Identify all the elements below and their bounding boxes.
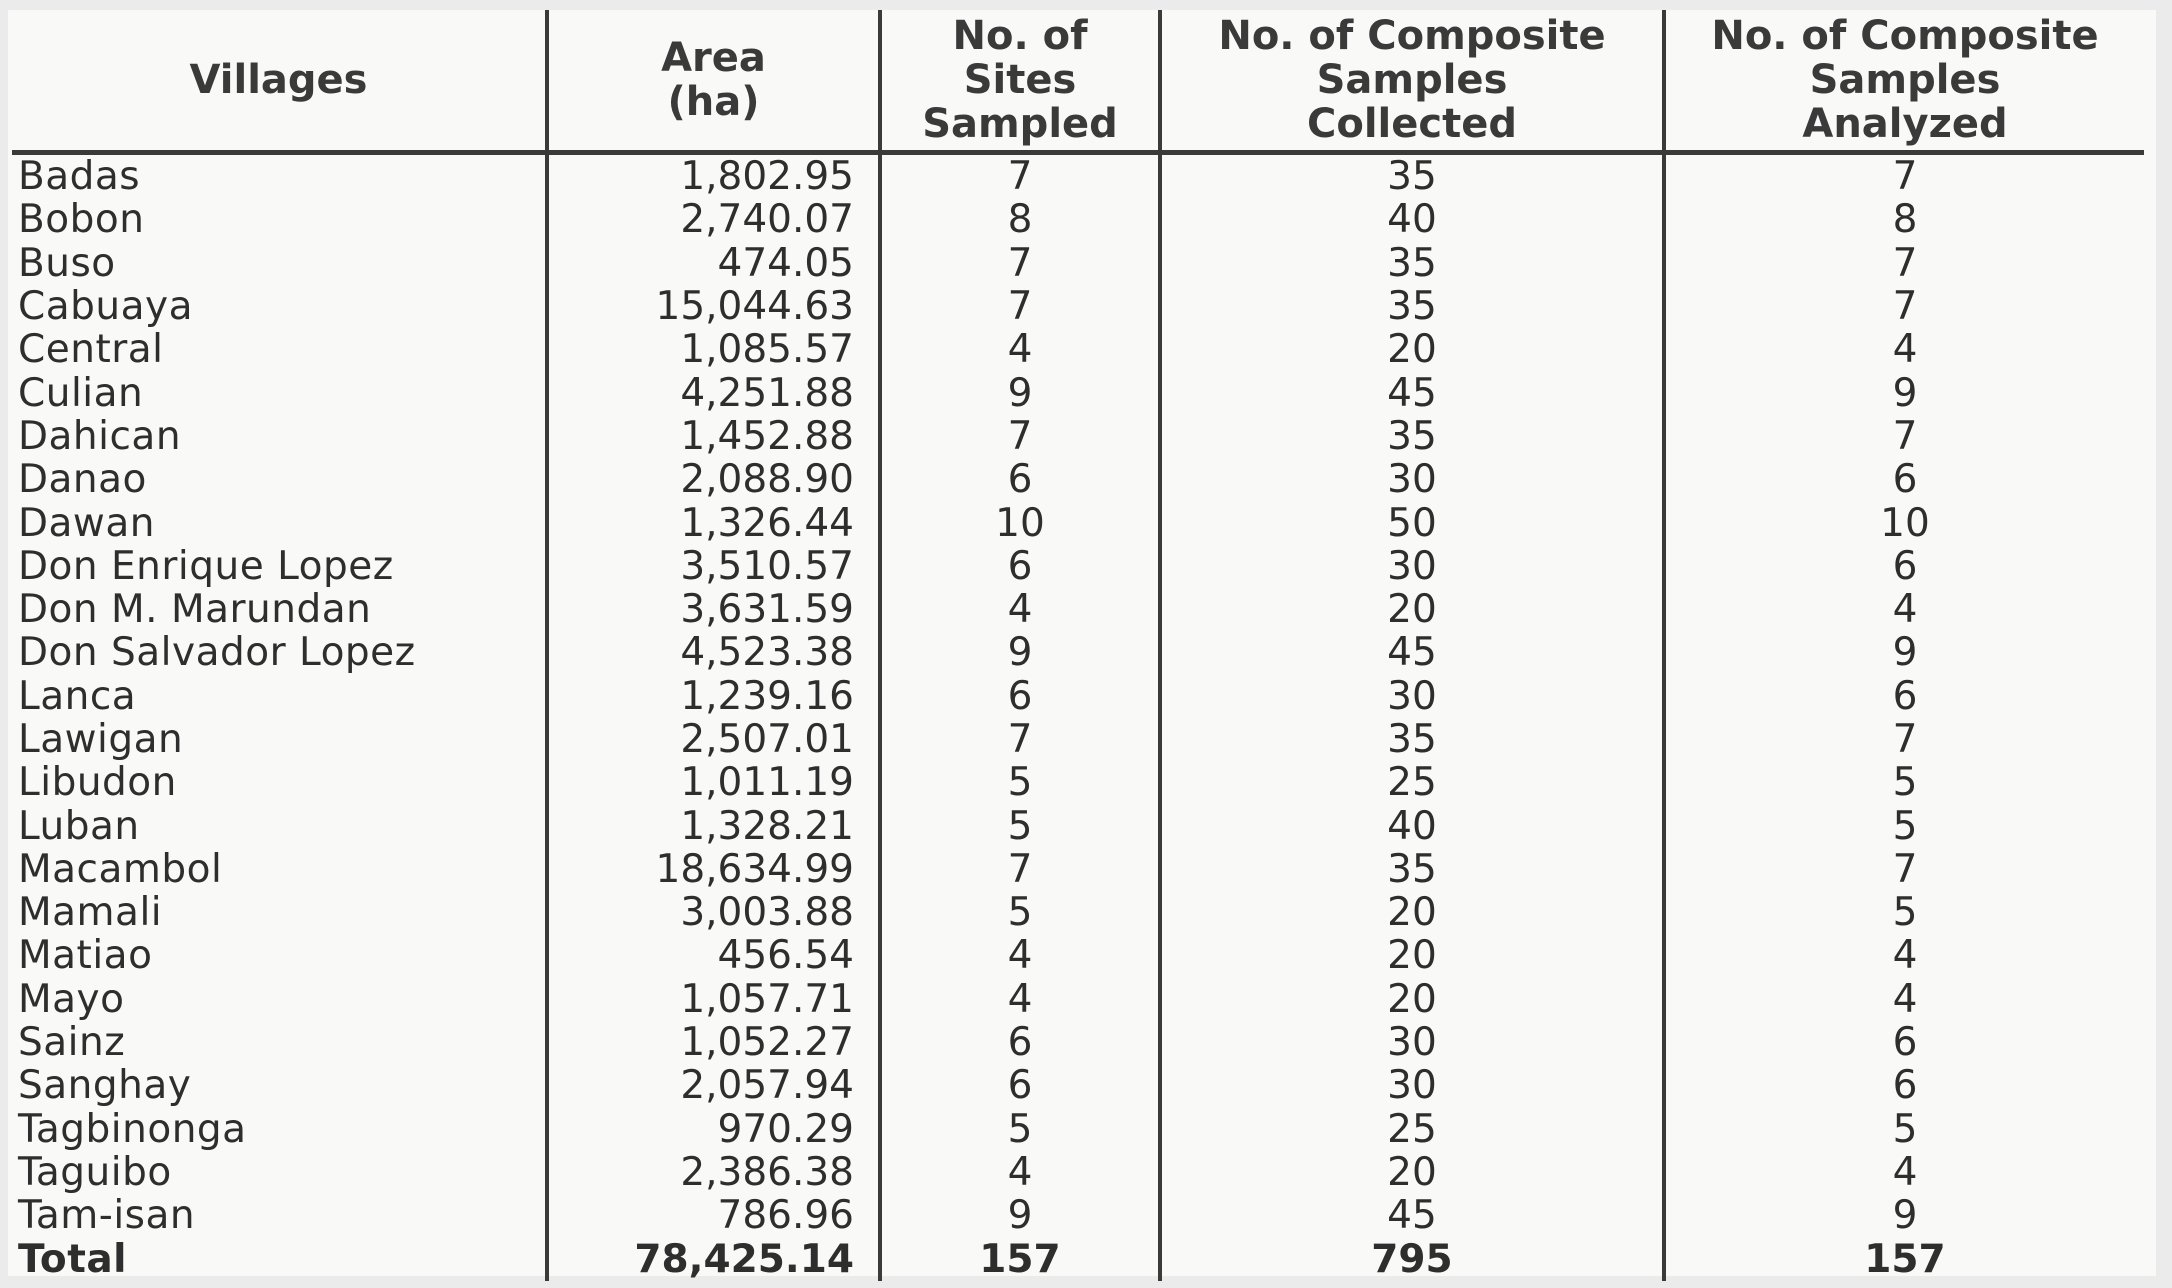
sites-sampled-cell: 9 [880,631,1160,674]
samples-collected-cell: 20 [1160,978,1664,1021]
header-samples-analyzed: No. of Composite Samples Analyzed [1664,10,2144,153]
sites-sampled-cell: 6 [880,458,1160,501]
village-cell: Tagbinonga [18,1107,247,1151]
table-row [12,761,2144,804]
samples-analyzed-cell: 5 [1664,891,2144,934]
area-cell: 1,239.16 [547,675,880,718]
village-cell: Don M. Marundan [18,587,372,632]
village-cell: Sainz [18,1020,126,1065]
village-cell: Lawigan [18,717,184,762]
samples-collected-cell: 30 [1160,545,1664,588]
total-row [12,1237,2144,1280]
area-cell: 786.96 [547,1194,880,1237]
samples-analyzed-cell: 7 [1664,285,2144,328]
sites-sampled-cell: 6 [880,675,1160,718]
village-cell: Macambol [18,847,223,892]
sites-sampled-cell: 6 [880,1021,1160,1064]
area-cell: 1,328.21 [547,804,880,847]
table-row [12,631,2144,674]
area-cell: 1,802.95 [547,153,880,199]
village-cell: Luban [18,804,140,848]
samples-collected-cell: 40 [1160,804,1664,847]
samples-collected-cell: 25 [1160,1108,1664,1151]
header-villages: Villages [12,10,547,153]
area-cell: 1,326.44 [547,501,880,544]
samples-collected-cell: 20 [1160,588,1664,631]
area-cell: 1,011.19 [547,761,880,804]
samples-collected-cell: 35 [1160,415,1664,458]
sites-sampled-cell: 7 [880,285,1160,328]
sites-sampled-cell: 7 [880,415,1160,458]
village-cell: Matiao [18,934,153,978]
area-cell: 3,631.59 [547,588,880,631]
table-row [12,718,2144,761]
header-sites-sampled: No. of Sites Sampled [880,10,1160,153]
village-cell: Central [18,328,164,372]
village-cell: Taguibo [18,1150,172,1195]
area-cell: 2,507.01 [547,718,880,761]
village-cell: Mayo [18,977,125,1021]
samples-analyzed-cell: 6 [1664,1021,2144,1064]
table-row [12,1108,2144,1151]
table-row [12,198,2144,241]
samples-collected-cell: 45 [1160,371,1664,414]
sites-sampled-cell: 4 [880,1151,1160,1194]
sites-sampled-cell: 7 [880,242,1160,285]
samples-collected-cell: 35 [1160,718,1664,761]
village-cell: Badas [18,154,141,199]
samples-collected-cell: 35 [1160,285,1664,328]
samples-collected-cell: 45 [1160,1194,1664,1237]
samples-collected-cell: 30 [1160,458,1664,501]
table-row [12,328,2144,371]
table-row [12,371,2144,414]
table-body [12,153,2144,1281]
samples-analyzed-cell: 9 [1664,371,2144,414]
table-row [12,501,2144,544]
area-cell: 1,085.57 [547,328,880,371]
samples-analyzed-cell: 5 [1664,761,2144,804]
village-cell: Libudon [18,761,177,805]
total-analyzed: 157 [1664,1237,2144,1280]
table-row [12,804,2144,847]
samples-analyzed-cell: 5 [1664,1108,2144,1151]
samples-analyzed-cell: 6 [1664,545,2144,588]
area-cell: 4,251.88 [547,371,880,414]
samples-analyzed-cell: 7 [1664,718,2144,761]
samples-analyzed-cell: 4 [1664,978,2144,1021]
samples-analyzed-cell: 6 [1664,458,2144,501]
total-collected: 795 [1160,1237,1664,1280]
samples-collected-cell: 30 [1160,1021,1664,1064]
samples-collected-cell: 35 [1160,848,1664,891]
village-cell: Don Enrique Lopez [18,544,394,588]
samples-collected-cell: 20 [1160,891,1664,934]
sites-sampled-cell: 4 [880,328,1160,371]
samples-analyzed-cell: 7 [1664,848,2144,891]
table-row [12,891,2144,934]
total-label: Total [18,1237,128,1281]
village-cell: Danao [18,458,147,502]
samples-analyzed-cell: 4 [1664,588,2144,631]
samples-collected-cell: 30 [1160,1064,1664,1107]
table-row [12,153,2144,199]
samples-collected-cell: 35 [1160,242,1664,285]
samples-analyzed-cell: 4 [1664,1151,2144,1194]
header-row [12,10,2144,153]
sites-sampled-cell: 4 [880,588,1160,631]
area-cell: 1,057.71 [547,978,880,1021]
village-cell: Lanca [18,674,137,718]
village-cell: Don Salvador Lopez [18,631,416,675]
village-cell: Culian [18,371,144,415]
header-samples-collected: No. of Composite Samples Collected [1160,10,1664,153]
table-header [12,10,2144,153]
sites-sampled-cell: 9 [880,1194,1160,1237]
sites-sampled-cell: 6 [880,1064,1160,1107]
samples-analyzed-cell: 7 [1664,153,2144,199]
village-cell: Dawan [18,501,155,545]
village-cell: Dahican [18,414,182,459]
sites-sampled-cell: 5 [880,761,1160,804]
area-cell: 4,523.38 [547,631,880,674]
table-row [12,242,2144,285]
samples-analyzed-cell: 8 [1664,198,2144,241]
area-cell: 3,003.88 [547,891,880,934]
samples-collected-cell: 45 [1160,631,1664,674]
area-cell: 474.05 [547,242,880,285]
sites-sampled-cell: 6 [880,545,1160,588]
samples-analyzed-cell: 7 [1664,242,2144,285]
sites-sampled-cell: 7 [880,718,1160,761]
area-cell: 18,634.99 [547,848,880,891]
header-area: Area (ha) [547,10,880,153]
village-cell: Tam-isan [18,1194,196,1238]
area-cell: 3,510.57 [547,545,880,588]
area-cell: 1,452.88 [547,415,880,458]
table-row [12,978,2144,1021]
area-cell: 15,044.63 [547,285,880,328]
village-cell: Buso [18,241,116,285]
village-cell: Sanghay [18,1064,192,1108]
table-row [12,675,2144,718]
sites-sampled-cell: 4 [880,934,1160,977]
samples-analyzed-cell: 9 [1664,1194,2144,1237]
area-cell: 2,740.07 [547,198,880,241]
village-sampling-table [12,10,2144,1281]
sites-sampled-cell: 5 [880,1108,1160,1151]
village-cell: Mamali [18,891,163,935]
samples-collected-cell: 20 [1160,328,1664,371]
village-cell: Cabuaya [18,284,193,329]
samples-collected-cell: 50 [1160,501,1664,544]
table-row [12,415,2144,458]
sites-sampled-cell: 9 [880,371,1160,414]
table-row [12,588,2144,631]
table-row [12,1194,2144,1237]
sites-sampled-cell: 10 [880,501,1160,544]
samples-collected-cell: 20 [1160,934,1664,977]
samples-analyzed-cell: 4 [1664,328,2144,371]
table-row [12,848,2144,891]
samples-collected-cell: 20 [1160,1151,1664,1194]
table-row [12,1064,2144,1107]
table-row [12,285,2144,328]
samples-analyzed-cell: 10 [1664,501,2144,544]
samples-collected-cell: 25 [1160,761,1664,804]
area-cell: 2,386.38 [547,1151,880,1194]
samples-analyzed-cell: 4 [1664,934,2144,977]
area-cell: 2,057.94 [547,1064,880,1107]
sites-sampled-cell: 5 [880,804,1160,847]
sites-sampled-cell: 7 [880,848,1160,891]
samples-analyzed-cell: 9 [1664,631,2144,674]
table-row [12,1151,2144,1194]
samples-analyzed-cell: 5 [1664,804,2144,847]
table-row [12,934,2144,977]
samples-collected-cell: 40 [1160,198,1664,241]
samples-collected-cell: 35 [1160,153,1664,199]
samples-analyzed-cell: 6 [1664,675,2144,718]
village-cell: Bobon [18,198,145,242]
table-row [12,458,2144,501]
area-cell: 2,088.90 [547,458,880,501]
samples-collected-cell: 30 [1160,675,1664,718]
sites-sampled-cell: 7 [880,153,1160,199]
area-cell: 970.29 [547,1108,880,1151]
samples-analyzed-cell: 6 [1664,1064,2144,1107]
sites-sampled-cell: 5 [880,891,1160,934]
sites-sampled-cell: 8 [880,198,1160,241]
scanned-document-sheet [8,10,2156,1281]
total-area: 78,425.14 [547,1237,880,1280]
samples-analyzed-cell: 7 [1664,415,2144,458]
sites-sampled-cell: 4 [880,978,1160,1021]
area-cell: 456.54 [547,934,880,977]
total-sites: 157 [880,1237,1160,1280]
table-row [12,1021,2144,1064]
area-cell: 1,052.27 [547,1021,880,1064]
table-row [12,545,2144,588]
